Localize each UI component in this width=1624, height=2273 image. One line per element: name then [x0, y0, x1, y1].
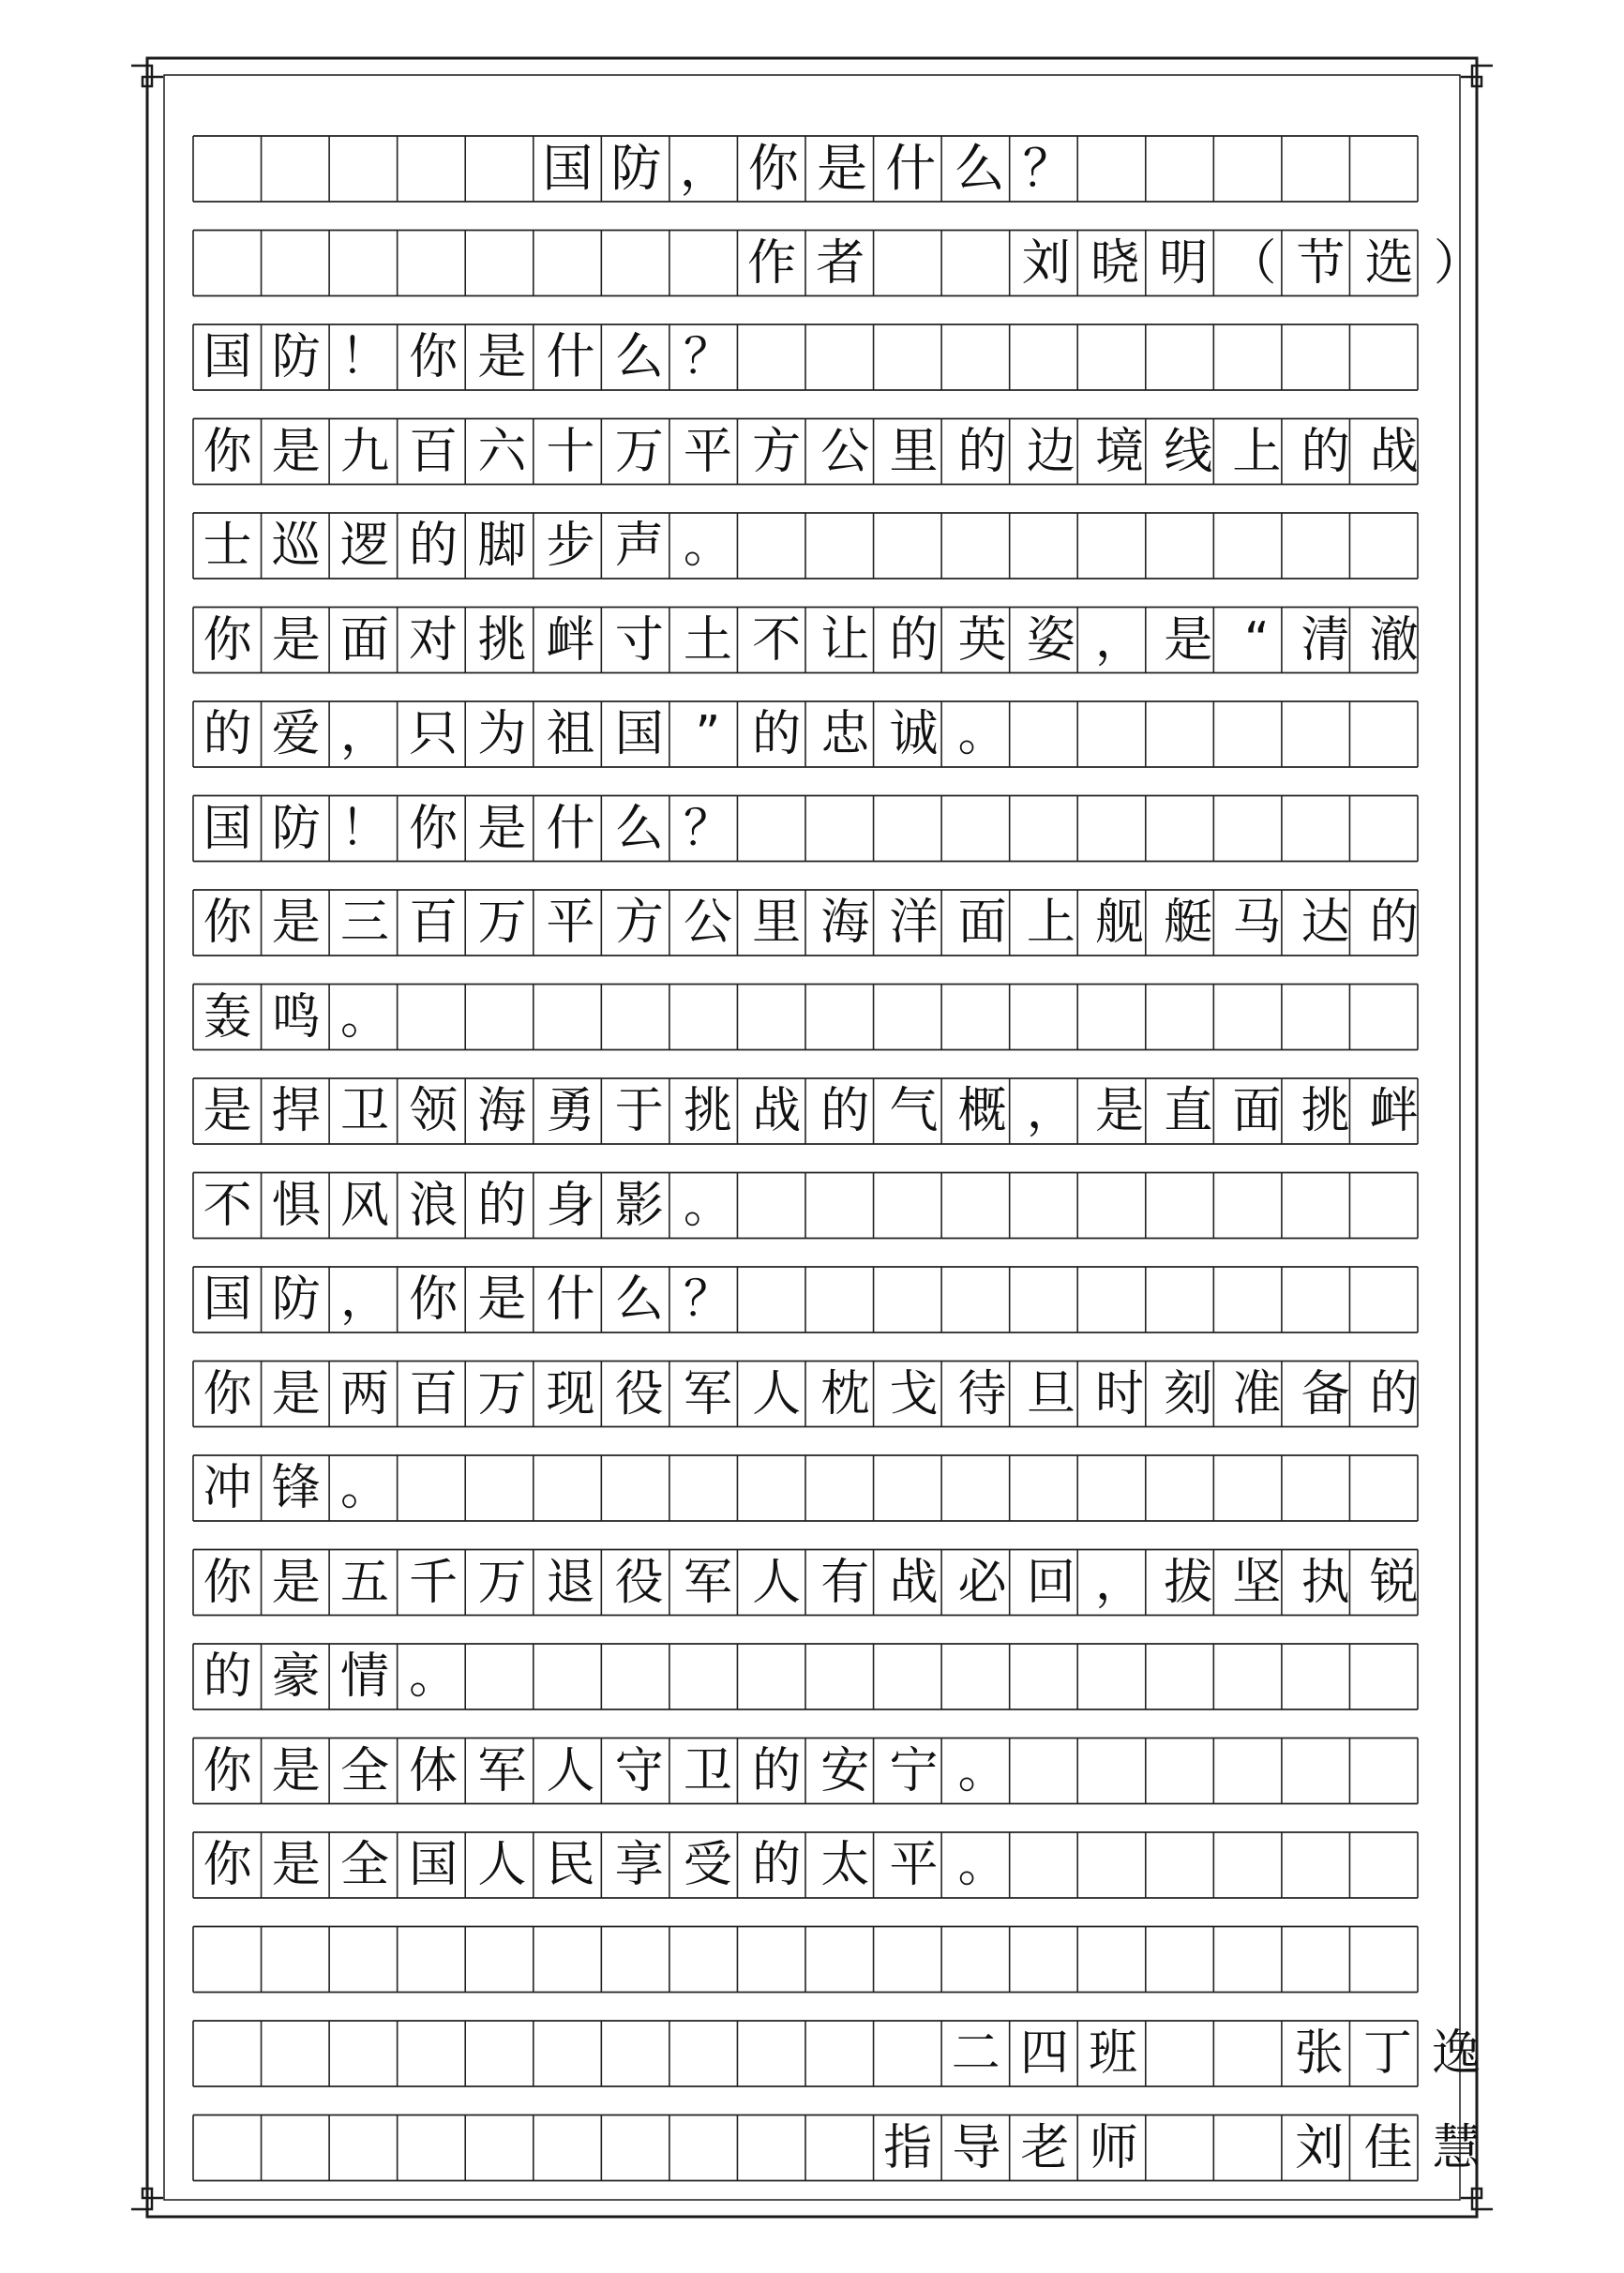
grid-char: 公	[820, 423, 870, 480]
grid-char: 姿	[1026, 611, 1075, 669]
essay-line	[193, 513, 743, 579]
grid-char: 你	[203, 1837, 252, 1893]
grid-char: 达	[1301, 895, 1350, 951]
grid-char: 的	[752, 1837, 802, 1893]
grid-char: 风	[339, 1177, 389, 1234]
grid-char: 人	[546, 1742, 595, 1799]
grid-char: 么	[614, 1272, 664, 1328]
class-and-author	[941, 2021, 1491, 2086]
grid-char: 的	[752, 1742, 802, 1799]
grid-char: 晓	[1090, 234, 1139, 292]
grid-char: 体	[409, 1742, 459, 1799]
grid-char: 海	[820, 895, 870, 951]
grid-char: 锐	[1369, 1554, 1419, 1611]
grid-char: 全	[339, 1742, 389, 1799]
grid-char: 对	[409, 611, 459, 669]
grid-char: 你	[203, 611, 252, 669]
grid-char: 班	[1089, 2025, 1138, 2082]
grid-char	[943, 231, 1012, 296]
grid-char: 慧	[1432, 2119, 1481, 2176]
grid-char	[1216, 2115, 1285, 2181]
grid-char: 澈	[1369, 611, 1419, 669]
grid-char: 勇	[546, 1083, 595, 1139]
grid-char: 。	[683, 1177, 732, 1234]
grid-char	[875, 231, 943, 296]
grid-char: 万	[477, 1365, 527, 1423]
grid-char: 。	[957, 706, 1007, 762]
grid-char: 挑	[477, 611, 527, 669]
grid-char: 惧	[271, 1177, 321, 1234]
grid-char: 情	[339, 1648, 389, 1705]
grid-char: 你	[409, 800, 459, 857]
grid-char: 退	[546, 1554, 595, 1611]
grid-char: 声	[614, 518, 664, 574]
grid-char: ？	[683, 1272, 732, 1328]
grid-char: 四	[1019, 2025, 1069, 2082]
essay-line	[193, 1550, 1428, 1616]
grid-char: 千	[409, 1554, 459, 1611]
grid-char: 只	[409, 706, 459, 762]
grid-char: 不	[752, 611, 802, 669]
grid-char: 的	[889, 611, 939, 669]
grid-char: 枕	[820, 1365, 870, 1423]
essay-line	[193, 324, 743, 390]
grid-char: 人	[752, 1554, 802, 1611]
grid-char: “	[1243, 611, 1270, 669]
grid-char: 面	[1232, 1083, 1282, 1139]
grid-char: 面	[957, 895, 1007, 951]
grid-char: 防	[610, 139, 662, 198]
grid-char: 脚	[477, 518, 527, 574]
grid-char: 你	[203, 895, 252, 951]
grid-char: 守	[614, 1742, 664, 1799]
grid-char: 平	[546, 895, 595, 951]
grid-char: 艇	[1164, 895, 1213, 951]
grid-char: 安	[820, 1742, 870, 1799]
grid-char: 万	[477, 1554, 527, 1611]
grid-char: 影	[614, 1177, 664, 1234]
grid-char: 直	[1164, 1083, 1213, 1139]
grid-char: 。	[683, 518, 732, 574]
grid-char	[1148, 2021, 1216, 2086]
grid-char: 师	[1089, 2119, 1138, 2176]
grid-char: 你	[203, 1742, 252, 1799]
essay-line	[193, 419, 1428, 485]
grid-char: 你	[203, 1365, 252, 1423]
grid-char: 祖	[546, 706, 595, 762]
grid-char: 边	[1026, 423, 1075, 480]
grid-char: 万	[477, 895, 527, 951]
grid-char: 战	[889, 1554, 939, 1611]
grid-char: 的	[1301, 423, 1350, 480]
grid-char: 百	[409, 1365, 459, 1423]
grid-char: 。	[339, 1460, 389, 1516]
grid-char: 海	[477, 1083, 527, 1139]
grid-char: 回	[1026, 1554, 1075, 1611]
grid-char: 是	[271, 1554, 321, 1611]
grid-char: 丁	[1362, 2025, 1412, 2082]
grid-char: 是	[271, 423, 321, 480]
grid-char: 。	[957, 1742, 1007, 1799]
grid-char: 国	[614, 706, 664, 762]
grid-char: 的	[752, 706, 802, 762]
grid-char: 诚	[889, 706, 939, 762]
grid-char: 国	[409, 1837, 459, 1893]
grid-char: 国	[542, 139, 594, 198]
essay-line	[193, 796, 743, 862]
essay-line	[193, 1362, 1428, 1427]
grid-char: 士	[203, 518, 252, 574]
grid-char: 是	[1095, 1083, 1145, 1139]
grid-char: 是	[1164, 611, 1213, 669]
grid-char: 衅	[546, 611, 595, 669]
grid-char: 待	[957, 1365, 1007, 1423]
essay-line	[193, 985, 399, 1050]
grid-char: ！	[339, 800, 389, 857]
grid-char: 太	[820, 1837, 870, 1893]
grid-char: 步	[546, 518, 595, 574]
grid-char: 六	[477, 423, 527, 480]
grid-char: 你	[747, 139, 799, 198]
grid-char: 锋	[271, 1460, 321, 1516]
grid-char: 二	[951, 2025, 1000, 2082]
grid-char: 备	[1301, 1365, 1350, 1423]
grid-char: 的	[820, 1083, 870, 1139]
grid-char: 英	[957, 611, 1007, 669]
grid-char: 气	[889, 1083, 939, 1139]
grid-char: 拔	[1164, 1554, 1213, 1611]
grid-char	[1216, 2021, 1285, 2086]
grid-char: 你	[203, 423, 252, 480]
essay-title	[534, 136, 1083, 202]
grid-char: 必	[957, 1554, 1007, 1611]
grid-char: 平	[683, 423, 732, 480]
grid-char: 时	[1095, 1365, 1145, 1423]
grid-char: 刘	[1021, 234, 1071, 292]
grid-char: 作	[747, 234, 797, 292]
essay-line	[193, 701, 1016, 767]
grid-char	[1148, 2115, 1216, 2181]
grid-char: 防	[271, 800, 321, 857]
grid-char: 卫	[683, 1742, 732, 1799]
essay-line	[193, 1173, 743, 1239]
grid-char: 是	[271, 895, 321, 951]
grid-char: 方	[614, 895, 664, 951]
grid-char: 人	[752, 1365, 802, 1423]
grid-char: 身	[546, 1177, 595, 1234]
grid-char: 两	[339, 1365, 389, 1423]
grid-char: 的	[477, 1177, 527, 1234]
grid-char: 战	[752, 1083, 802, 1139]
grid-char: 舰	[1095, 895, 1145, 951]
essay-line	[193, 1832, 1016, 1898]
grid-char: 张	[1294, 2025, 1344, 2082]
grid-char: 马	[1232, 895, 1282, 951]
grid-char: 。	[957, 1837, 1007, 1893]
grid-char: 军	[477, 1742, 527, 1799]
grid-char: 者	[816, 234, 865, 292]
grid-char: 有	[820, 1554, 870, 1611]
grid-char: 军	[683, 1365, 732, 1423]
grid-char: 是	[203, 1083, 252, 1139]
grid-char: ）	[1433, 234, 1482, 292]
grid-char: 是	[271, 611, 321, 669]
grid-char: 平	[889, 1837, 939, 1893]
grid-char: 防	[271, 329, 321, 385]
grid-char: 鸣	[271, 988, 321, 1046]
grid-char: 捍	[271, 1083, 321, 1139]
essay-line	[193, 1267, 743, 1332]
grid-char: 是	[477, 800, 527, 857]
grid-char: 为	[477, 706, 527, 762]
grid-char: 你	[409, 329, 459, 385]
grid-char: 衅	[1369, 1083, 1419, 1139]
grid-char: 挑	[1301, 1083, 1350, 1139]
grid-char: ？	[683, 329, 732, 385]
grid-char: 执	[1301, 1554, 1350, 1611]
grid-char: 刻	[1164, 1365, 1213, 1423]
grid-char: 轰	[203, 988, 252, 1046]
grid-char: 三	[339, 895, 389, 951]
grid-char: 的	[1369, 1365, 1419, 1423]
grid-char: 受	[683, 1837, 732, 1893]
grid-char: 刘	[1295, 2119, 1345, 2176]
grid-char: 准	[1232, 1365, 1282, 1423]
grid-char: 不	[203, 1177, 252, 1234]
grid-char: ，	[679, 139, 730, 198]
grid-char: 忠	[820, 706, 870, 762]
grid-char: 什	[546, 329, 595, 385]
grid-char: 选	[1364, 234, 1414, 292]
grid-char: 军	[683, 1554, 732, 1611]
grid-char: 国	[203, 1272, 252, 1328]
grid-char: 指	[883, 2119, 933, 2176]
grid-char: 里	[889, 423, 939, 480]
grid-char: 全	[339, 1837, 389, 1893]
grid-char: 旦	[1026, 1365, 1075, 1423]
grid-char: 面	[339, 611, 389, 669]
grid-char: 的	[957, 423, 1007, 480]
grid-char: 万	[614, 423, 664, 480]
grid-char: ”	[695, 706, 721, 762]
grid-char: 。	[409, 1648, 459, 1705]
grid-char: 防	[271, 1272, 321, 1328]
grid-char: 享	[614, 1837, 664, 1893]
grid-char: 坚	[1232, 1554, 1282, 1611]
grid-char: 明	[1159, 234, 1209, 292]
grid-char: 么	[614, 800, 664, 857]
grid-char: 戈	[889, 1365, 939, 1423]
grid-char: 上	[1232, 423, 1282, 480]
grid-char: 逻	[339, 518, 389, 574]
grid-char: 佳	[1363, 2119, 1413, 2176]
grid-char: 战	[1369, 423, 1419, 480]
essay-line	[193, 1739, 1016, 1804]
grid-char: 豪	[271, 1648, 321, 1705]
grid-char: 什	[546, 1272, 595, 1328]
grid-char: 领	[409, 1083, 459, 1139]
grid-char: 役	[614, 1554, 664, 1611]
grid-char: 的	[203, 706, 252, 762]
grid-char: 的	[409, 518, 459, 574]
grid-char: 里	[752, 895, 802, 951]
grid-char: 于	[614, 1083, 664, 1139]
grid-char: 役	[614, 1365, 664, 1423]
grid-char: 是	[271, 1365, 321, 1423]
grid-char: 洋	[889, 895, 939, 951]
grid-char: 寸	[614, 611, 664, 669]
grid-char: 境	[1095, 423, 1145, 480]
grid-char: 什	[885, 139, 937, 198]
grid-char: ，	[1026, 1083, 1075, 1139]
essay-line	[193, 1455, 399, 1521]
grid-row	[193, 1927, 1418, 1993]
grid-char: 是	[271, 1837, 321, 1893]
grid-char: 民	[546, 1837, 595, 1893]
grid-char: 巡	[271, 518, 321, 574]
grid-char: 逸	[1432, 2025, 1481, 2082]
grid-char: 老	[1020, 2119, 1070, 2176]
author-line	[737, 231, 1492, 296]
grid-char: ，	[339, 706, 389, 762]
grid-char: 清	[1301, 611, 1350, 669]
grid-char: 百	[409, 895, 459, 951]
grid-char: 九	[339, 423, 389, 480]
grid-char: ？	[1022, 139, 1074, 198]
grid-char: 十	[546, 423, 595, 480]
teacher-line	[874, 2115, 1492, 2181]
grid-char: 节	[1296, 234, 1346, 292]
grid-char: 上	[1026, 895, 1075, 951]
grid-char: 你	[203, 1554, 252, 1611]
grid-char: 人	[477, 1837, 527, 1893]
grid-char: 爱	[271, 706, 321, 762]
grid-char: ，	[339, 1272, 389, 1328]
grid-char: 挑	[683, 1083, 732, 1139]
grid-char: 的	[1369, 895, 1419, 951]
grid-char: 公	[683, 895, 732, 951]
grid-char: ！	[339, 329, 389, 385]
grid-char: 土	[683, 611, 732, 669]
grid-char: 卫	[339, 1083, 389, 1139]
grid-char: 国	[203, 329, 252, 385]
grid-char: 是	[477, 1272, 527, 1328]
essay-line	[193, 1644, 468, 1709]
grid-char: 是	[817, 139, 868, 198]
grid-char: 。	[339, 988, 389, 1046]
grid-char: 的	[203, 1648, 252, 1705]
grid-char: 方	[752, 423, 802, 480]
grid-char: 宁	[889, 1742, 939, 1799]
grid-char: 什	[546, 800, 595, 857]
grid-char: 冲	[203, 1460, 252, 1516]
essay-line	[193, 1078, 1428, 1144]
grid-char: 是	[271, 1742, 321, 1799]
grid-char: 让	[820, 611, 870, 669]
grid-char: 么	[614, 329, 664, 385]
grid-char: 概	[957, 1083, 1007, 1139]
grid-char: ，	[1095, 611, 1145, 669]
grid-char: 五	[339, 1554, 389, 1611]
essay-line	[193, 890, 1428, 956]
grid-char: （	[1227, 234, 1277, 292]
grid-char: 你	[409, 1272, 459, 1328]
grid-char: 百	[409, 423, 459, 480]
grid-char: 现	[546, 1365, 595, 1423]
grid-char: 浪	[409, 1177, 459, 1234]
grid-char: 么	[954, 139, 1005, 198]
grid-char: 线	[1164, 423, 1213, 480]
grid-char: 国	[203, 800, 252, 857]
grid-char: 导	[952, 2119, 1001, 2176]
grid-char: 是	[477, 329, 527, 385]
grid-char: ？	[683, 800, 732, 857]
grid-char: ，	[1095, 1554, 1145, 1611]
essay-line	[193, 608, 1428, 673]
